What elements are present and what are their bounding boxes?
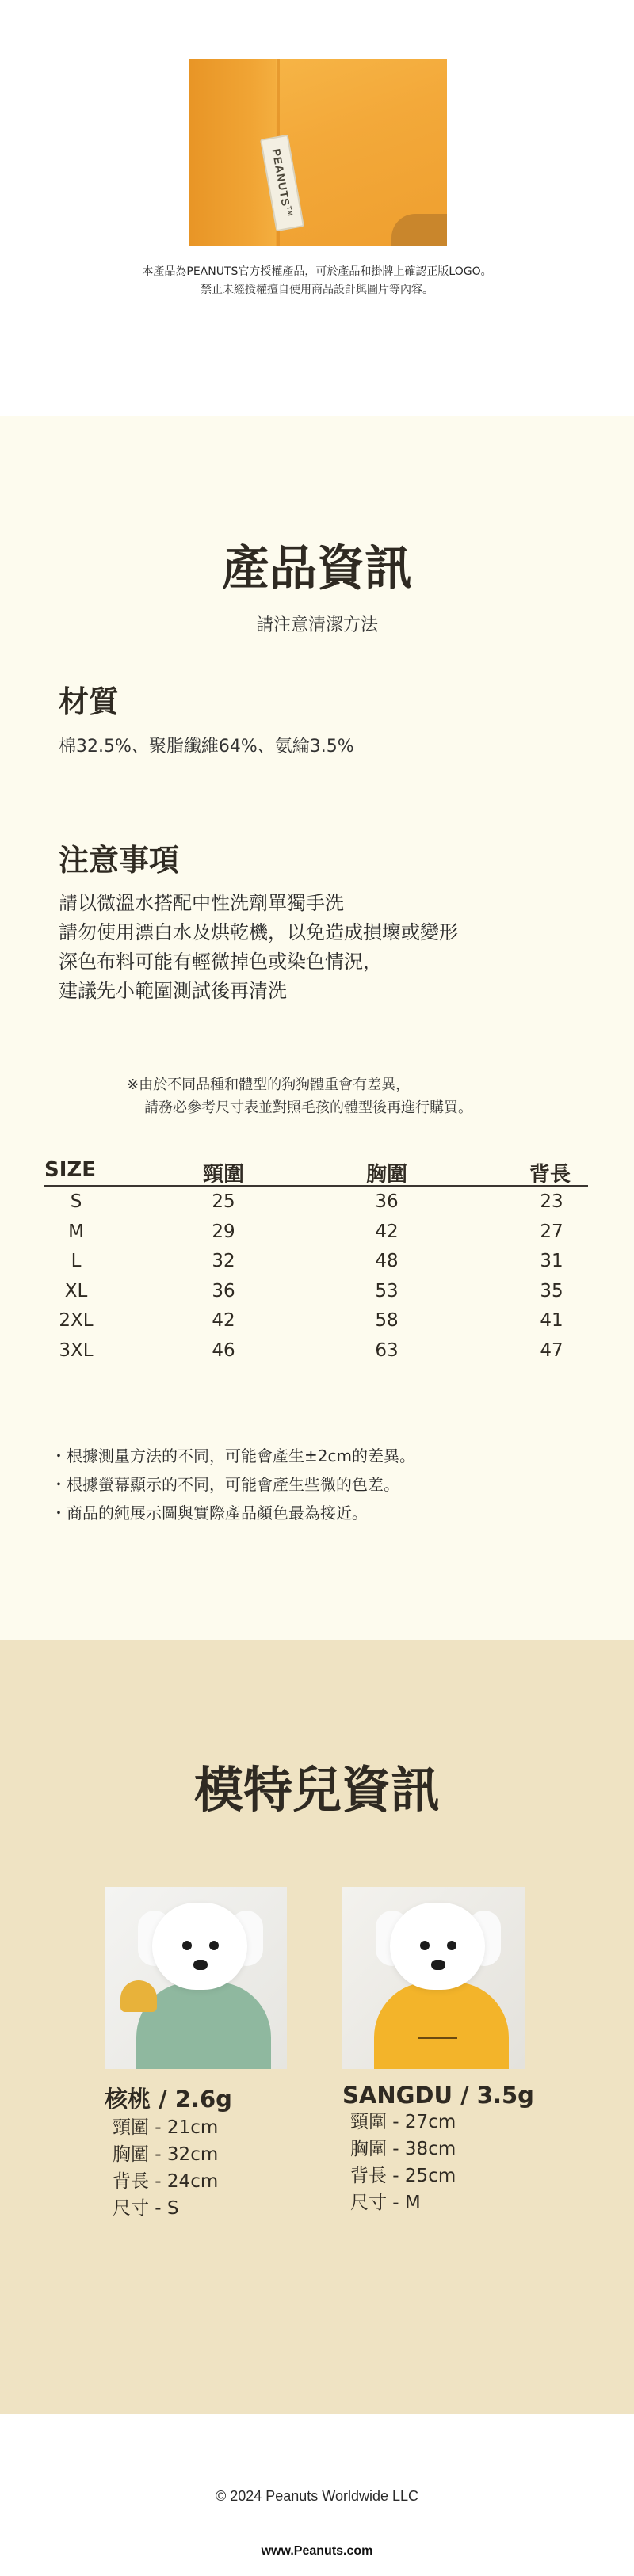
care-note: 請以微溫水搭配中性洗劑單獨手洗 — [59, 892, 344, 914]
peanuts-tag-text: PEANUTS — [269, 147, 293, 208]
size-caution-note — [0, 1073, 634, 1119]
measurement-notes — [51, 1442, 415, 1527]
model-info-title: 模特兒資訊 — [193, 1761, 440, 1819]
model-photo — [105, 1887, 287, 2069]
model-size: 尺寸 - M — [350, 2193, 421, 2213]
material-heading: 材質 — [59, 684, 120, 719]
size-table-header — [44, 1157, 588, 1187]
product-info-subtitle: 請注意清潔方法 — [255, 615, 378, 635]
disclaimer-line-2: 禁止未經授權擅自使用商品設計與圖片等內容。 — [201, 284, 433, 296]
column-header-chest: 胸圍 — [366, 1163, 408, 1187]
size-table — [44, 1157, 588, 1365]
shirt-print — [418, 2022, 457, 2039]
column-header-back: 背長 — [529, 1163, 571, 1187]
measurement-note: ・根據測量方法的不同，可能會產生±2cm的差異。 — [51, 1446, 415, 1465]
model-size: 尺寸 - S — [113, 2198, 179, 2219]
table-row: 2XL 42 58 41 — [59, 1310, 563, 1331]
model-chest: 胸圍 - 38cm — [350, 2139, 456, 2159]
measurement-note: ・商品的純展示圖與實際產品顏色最為接近。 — [51, 1503, 368, 1522]
care-notes-heading: 注意事項 — [59, 842, 180, 878]
model-neck: 頸圍 - 27cm — [350, 2112, 456, 2132]
model-chest: 胸圍 - 32cm — [113, 2144, 219, 2165]
model-neck: 頸圍 - 21cm — [113, 2117, 219, 2138]
product-info-section — [0, 416, 634, 1640]
table-row: L 32 48 31 — [71, 1251, 563, 1271]
size-table-body — [44, 1187, 588, 1365]
table-row: S 25 36 23 — [70, 1191, 563, 1212]
trademark-mark: TM — [285, 205, 295, 218]
model-info-section — [0, 1640, 634, 2414]
table-row: XL 36 53 35 — [64, 1280, 563, 1301]
column-header-neck: 頸圍 — [203, 1163, 245, 1187]
page-footer — [0, 2414, 634, 2576]
model-photo — [342, 1887, 525, 2069]
model-back: 背長 - 24cm — [113, 2171, 219, 2192]
table-row: 3XL 46 63 47 — [59, 1339, 563, 1361]
shirt-badge — [120, 1980, 157, 2012]
disclaimer-line-1: 本產品為PEANUTS官方授權產品，可於產品和掛牌上確認正版LOGO。 — [142, 265, 492, 278]
column-header-size: SIZE — [44, 1158, 97, 1182]
copyright-text: © 2024 Peanuts Worldwide LLC — [215, 2488, 419, 2504]
care-note: 請勿使用漂白水及烘乾機，以免造成損壞或變形 — [59, 921, 458, 943]
model-card-walnut — [105, 1887, 287, 2222]
website-link[interactable]: www.Peanuts.com — [261, 2544, 373, 2558]
size-caution-line-1: ※由於不同品種和體型的狗狗體重會有差異， — [127, 1077, 411, 1093]
table-row: M 29 42 27 — [68, 1221, 563, 1242]
model-back: 背長 - 25cm — [350, 2166, 456, 2186]
dog-head — [390, 1903, 485, 1990]
care-notes-list — [59, 889, 458, 1006]
model-name: SANGDU / 3.5g — [342, 2082, 534, 2109]
label-photo-section — [0, 0, 634, 416]
material-composition: 棉32.5%、聚脂纖維64%、氨綸3.5% — [59, 737, 354, 756]
model-card-sangdu — [342, 1887, 534, 2216]
model-name: 核桃 / 2.6g — [105, 2086, 232, 2113]
license-disclaimer — [0, 263, 634, 299]
care-note: 建議先小範圍測試後再清洗 — [59, 980, 287, 1002]
measurement-note: ・根據螢幕顯示的不同，可能會產生些微的色差。 — [51, 1475, 399, 1494]
care-note: 深色布料可能有輕微掉色或染色情況， — [59, 951, 382, 973]
dog-head — [152, 1903, 247, 1990]
product-info-title: 產品資訊 — [222, 541, 412, 596]
product-label-photo — [189, 59, 447, 246]
size-caution-line-2: 請務必參考尺寸表並對照毛孩的體型後再進行購買。 — [144, 1099, 472, 1116]
